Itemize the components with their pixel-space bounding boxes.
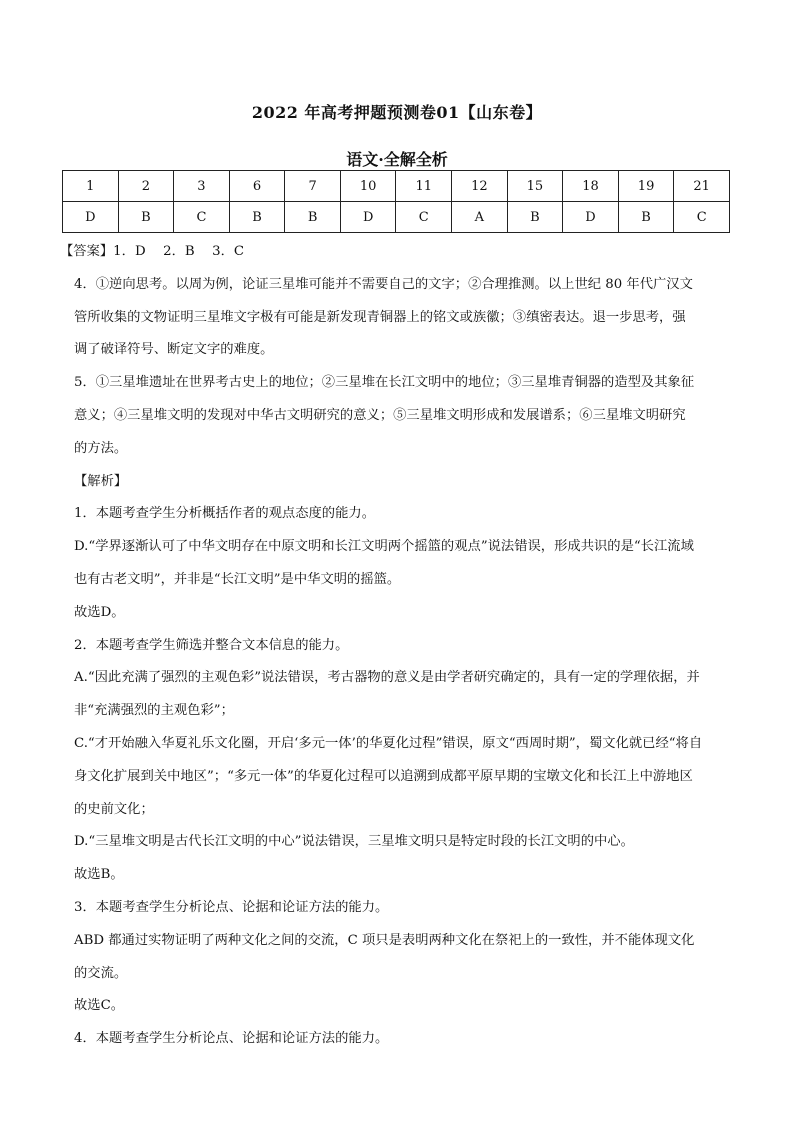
analysis-3-line: 的交流。 <box>74 965 128 981</box>
analysis-2-line: C.“才开始融入华夏礼乐文化圈，开启‘多元一体’的华夏化过程”错误，原文“西周时期”，蜀文化就已经“将自 <box>74 735 703 751</box>
analysis-1-intro: 1．本题考查学生分析概括作者的观点态度的能力。 <box>74 506 375 522</box>
answer-cell: D <box>563 202 619 233</box>
analysis-1-line: 也有古老文明”，并非是“长江文明”是中华文明的摇篮。 <box>74 571 401 587</box>
analysis-3-choice: 故选C。 <box>74 998 125 1014</box>
question-number-cell: 3 <box>174 171 230 202</box>
analysis-3-line: ABD 都通过实物证明了两种文化之间的交流，C 项只是表明两种文化在祭祀上的一致性，并不能体现文化 <box>74 932 695 948</box>
answer-cell: D <box>63 202 119 233</box>
answer-label: 【答案】1．D 2．B 3．C <box>60 244 245 259</box>
answer-cell: B <box>229 202 285 233</box>
answer-cell: C <box>396 202 452 233</box>
analysis-2-line: A.“因此充满了强烈的主观色彩”说法错误，考古器物的意义是由学者研究确定的，具有一定的学理依据，并 <box>74 670 700 686</box>
analysis-3-intro: 3．本题考查学生分析论点、论据和论证方法的能力。 <box>74 899 389 915</box>
q5-answer-line: 的方法。 <box>74 440 128 456</box>
question-number-cell: 1 <box>63 171 119 202</box>
document-body <box>60 236 734 1056</box>
question-number-cell: 18 <box>563 171 619 202</box>
answer-cell: B <box>507 202 563 233</box>
question-number-cell: 11 <box>396 171 452 202</box>
question-number-cell: 21 <box>674 171 730 202</box>
question-number-cell: 7 <box>285 171 341 202</box>
analysis-1-choice: 故选D。 <box>74 604 125 620</box>
q5-answer-line: 意义；④三星堆文明的发现对中华古文明研究的意义；⑤三星堆文明形成和发展谱系；⑥三星堆文明研究 <box>74 407 686 423</box>
answer-row <box>63 202 730 233</box>
analysis-2-intro: 2．本题考查学生筛选并整合文本信息的能力。 <box>74 637 349 653</box>
question-number-cell: 19 <box>618 171 674 202</box>
answer-cell: D <box>340 202 396 233</box>
q4-answer-line: 管所收集的文物证明三星堆文字极有可能是新发现青铜器上的铭文或族徽；③缜密表达。退一步思考，强 <box>74 309 686 325</box>
q4-answer-line: 调了破译符号、断定文字的难度。 <box>74 342 274 358</box>
question-number-cell: 10 <box>340 171 396 202</box>
answer-cell: B <box>118 202 174 233</box>
answer-table <box>62 170 730 233</box>
question-number-cell: 2 <box>118 171 174 202</box>
answer-cell: C <box>674 202 730 233</box>
analysis-2-line: 身文化扩展到关中地区”；“多元一体”的华夏化过程可以追溯到成都平原早期的宝墩文化和长江上中游地区 <box>74 768 693 784</box>
question-number-cell: 12 <box>452 171 508 202</box>
page-title: 2022 年高考押题预测卷01【山东卷】 <box>251 103 543 122</box>
analysis-4-intro: 4．本题考查学生分析论点、论据和论证方法的能力。 <box>74 1031 389 1047</box>
analysis-1-line: D.“学界逐渐认可了中华文明存在中原文明和长江文明两个摇篮的观点”说法错误，形成共识的是“长江流域 <box>74 539 694 555</box>
analysis-2-line: D.“三星堆文明是古代长江文明的中心”说法错误，三星堆文明只是特定时段的长江文明的中心。 <box>74 834 634 850</box>
answer-cell: B <box>618 202 674 233</box>
page-subtitle: 语文·全解全析 <box>346 150 448 169</box>
q5-answer-line: 5．①三星堆遗址在世界考古史上的地位；②三星堆在长江文明中的地位；③三星堆青铜器的造型及其象征 <box>74 375 695 391</box>
question-number-cell: 15 <box>507 171 563 202</box>
question-number-row <box>63 171 730 202</box>
answer-cell: B <box>285 202 341 233</box>
question-number-cell: 6 <box>229 171 285 202</box>
analysis-label: 【解析】 <box>74 473 128 489</box>
answer-cell: C <box>174 202 230 233</box>
answer-cell: A <box>452 202 508 233</box>
q4-answer-line: 4．①逆向思考。以周为例，论证三星堆可能并不需要自己的文字；②合理推测。以上世纪 80 年代广汉文 <box>74 276 693 292</box>
analysis-2-line: 的史前文化； <box>74 801 154 817</box>
analysis-2-line: 非“充满强烈的主观色彩”； <box>74 703 234 719</box>
analysis-2-choice: 故选B。 <box>74 867 124 883</box>
